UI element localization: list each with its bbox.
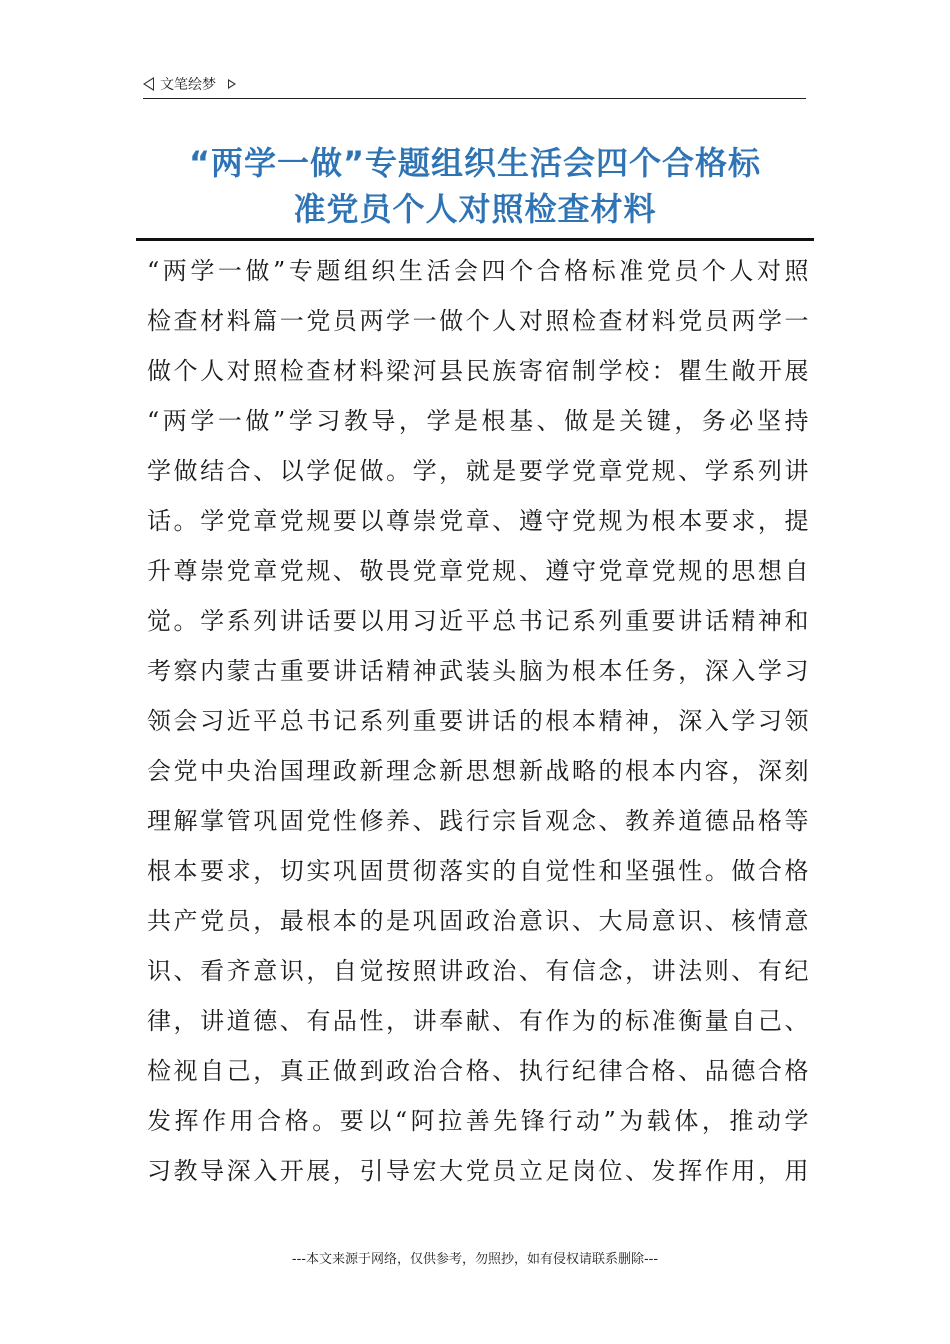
body-line: 学做结合、以学促做。学，就是要学党章党规、学系列讲 — [147, 457, 809, 485]
body-line: 识、看齐意识，自觉按照讲政治、有信念，讲法则、有纪 — [147, 957, 809, 985]
body-paragraph — [147, 246, 809, 1196]
body-line: 觉。学系列讲话要以用习近平总书记系列重要讲话精神和 — [147, 607, 809, 635]
page-header — [143, 72, 806, 98]
body-line: 会党中央治国理政新理念新思想新战略的根本内容，深刻 — [147, 757, 809, 785]
body-line: 升尊崇党章党规、敬畏党章党规、遵守党章党规的思想自 — [147, 557, 809, 585]
body-line: 习教导深入开展，引导宏大党员立足岗位、发挥作用，用 — [147, 1157, 809, 1185]
title-line-1: “两学一做”专题组织生活会四个合格标 — [188, 144, 762, 182]
body-line: 根本要求，切实巩固贯彻落实的自觉性和坚强性。做合格 — [147, 857, 809, 885]
title-divider — [136, 238, 814, 241]
body-line: 检视自己，真正做到政治合格、执行纪律合格、品德合格 — [147, 1057, 809, 1085]
document-title — [140, 140, 810, 232]
body-line: 领会习近平总书记系列重要讲话的根本精神，深入学习领 — [147, 707, 809, 735]
triangle-right-icon — [228, 79, 236, 89]
body-line: “两学一做”专题组织生活会四个合格标准党员个人对照 — [147, 257, 809, 285]
brand — [143, 74, 236, 94]
body-line: 做个人对照检查材料梁河县民族寄宿制学校：瞿生敞开展 — [147, 357, 809, 385]
body-line: 理解掌管巩固党性修养、践行宗旨观念、教养道德品格等 — [147, 807, 809, 835]
body-line: “两学一做”学习教导，学是根基、做是关键，务必坚持 — [147, 407, 809, 435]
body-line: 律，讲道德、有品性，讲奉献、有作为的标准衡量自己、 — [147, 1007, 809, 1035]
body-line: 共产党员，最根本的是巩固政治意识、大局意识、核情意 — [147, 907, 809, 935]
body-line: 检查材料篇一党员两学一做个人对照检查材料党员两学一 — [147, 307, 809, 335]
body-line: 话。学党章党规要以尊崇党章、遵守党规为根本要求，提 — [147, 507, 809, 535]
body-line: 发挥作用合格。要以“阿拉善先锋行动”为载体，推动学 — [147, 1107, 809, 1135]
brand-label: 文笔绘梦 — [160, 77, 216, 93]
header-divider — [143, 98, 806, 99]
footer-notice: ---本文来源于网络，仅供参考，勿照抄，如有侵权请联系删除--- — [291, 1252, 659, 1267]
title-line-2: 准党员个人对照检查材料 — [293, 190, 657, 228]
body-line: 考察内蒙古重要讲话精神武装头脑为根本任务，深入学习 — [147, 657, 809, 685]
triangle-left-icon — [143, 77, 154, 91]
